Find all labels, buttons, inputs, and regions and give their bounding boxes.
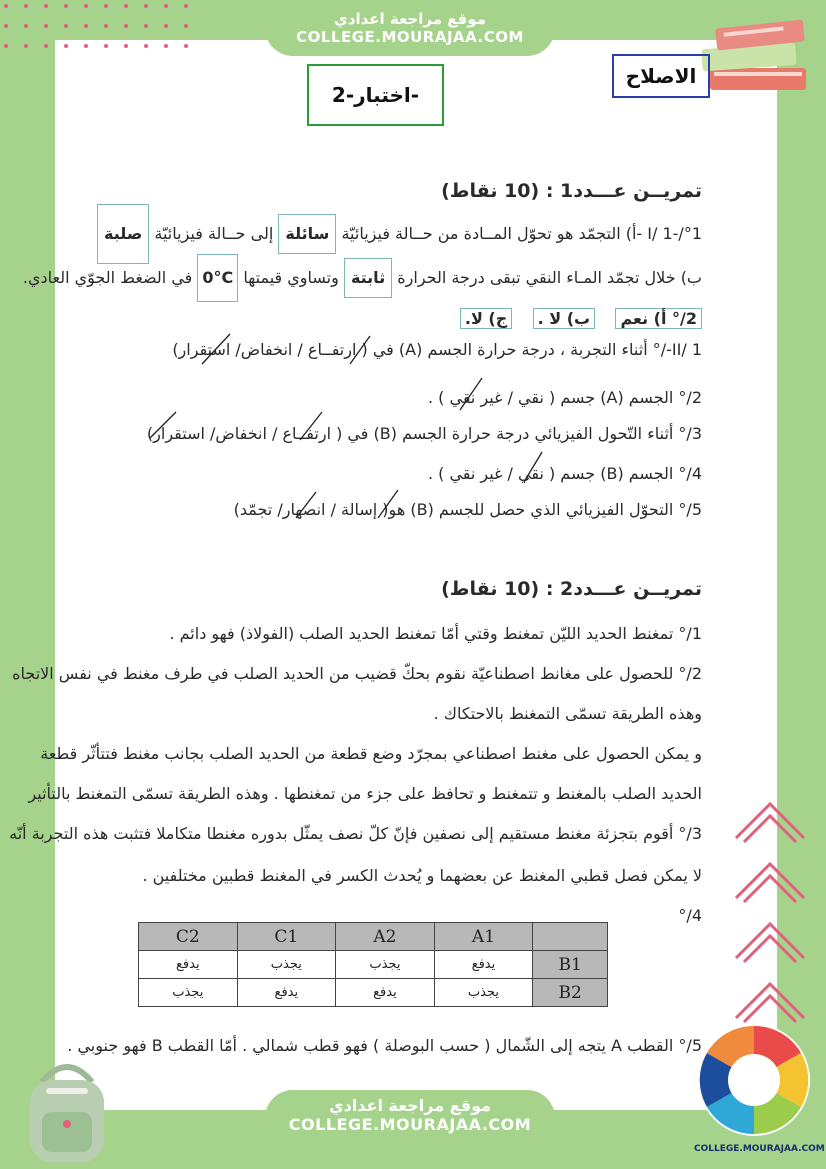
- decorative-dot: [64, 4, 68, 8]
- decorative-dot: [84, 24, 88, 28]
- col-header: A2: [336, 923, 435, 951]
- decorative-dot: [164, 44, 168, 48]
- site-name-ar: موقع مراجعة اعدادي: [334, 10, 486, 28]
- strike-marks: [130, 330, 590, 530]
- ex1-line-8: 5/° التحوّل الفيزيائي الذي حصل للجسم (B) هو( إسالة / انصهار/ تجمّد): [233, 500, 702, 519]
- ex1-line-1-mid: إلى حــالة فيزيائيّة: [154, 224, 274, 243]
- table-cell: يدفع: [139, 951, 238, 979]
- decorative-dot: [44, 4, 48, 8]
- table-cell: يدفع: [237, 979, 336, 1007]
- site-banner-bottom[interactable]: [265, 1090, 555, 1150]
- table-cell: يدفع: [336, 979, 435, 1007]
- decorative-dot: [44, 24, 48, 28]
- ex1-line-1-pre: I/ 1-/°1 -أ) التجمّد هو تحوّل المــادة من حــالة فيزيائيّة: [341, 224, 702, 243]
- site-name-ar-bottom: موقع مراجعة اعدادي: [328, 1096, 492, 1115]
- decorative-dot: [104, 44, 108, 48]
- ex2-line-7: لا يمكن فصل قطبي المغنط عن بعضهما و يُحدث الكسر في المغنط قطبين مختلفين .: [142, 866, 702, 885]
- decorative-dot: [104, 4, 108, 8]
- site-url: COLLEGE.MOURAJAA.COM: [296, 28, 524, 46]
- table-header-row: [139, 923, 608, 951]
- magnet-table: [138, 922, 608, 1008]
- decorative-dot: [4, 4, 8, 8]
- answer-b-no: ب) لا .: [533, 308, 596, 329]
- exercise1-title: تمريــن عـــدد1 : (10 نقاط): [441, 180, 702, 202]
- ex2-line-2: 2/° للحصول على مغانط اصطناعيّة نقوم بحكّ قضيب من الحديد الصلب في طرف مغنط في نفس الاتجاه: [12, 664, 702, 683]
- ex2-line-8: 4/°: [678, 906, 702, 925]
- logo-brand-text: COLLEGE.MOURAJAA.COM: [694, 1144, 825, 1154]
- decorative-dot: [24, 44, 28, 48]
- answer-yes: 2/° أ) نعم: [615, 308, 702, 329]
- col-header: C1: [237, 923, 336, 951]
- decorative-dot: [64, 24, 68, 28]
- decorative-dot: [84, 44, 88, 48]
- ex1-line-6: 3/° أثناء التّحول الفيزيائي درجة حرارة الجسم (B) في ( ارتفــاع / انخفاض/ استقرار): [146, 424, 702, 443]
- ex1-line-2-post: في الضغط الجوّي العادي.: [22, 268, 193, 287]
- decorative-dot: [144, 24, 148, 28]
- site-banner-top[interactable]: [265, 0, 555, 56]
- ex2-line-6: 3/° أقوم بتجزئة مغنط مستقيم إلى نصفين فإنّ كلّ نصف يمثّل بدوره مغنطا متكاملا فتثبت هذه التجربة أنّه: [9, 824, 702, 843]
- ex2-q5: 5/° القطب A يتجه إلى الشّمال ( حسب البوصلة ) فهو قطب شمالي . أمّا القطب B فهو جنوبي .: [67, 1036, 702, 1055]
- decorative-dot: [124, 24, 128, 28]
- decorative-dot: [164, 24, 168, 28]
- decorative-dot: [164, 4, 168, 8]
- table-cell: يجذب: [139, 979, 238, 1007]
- answer-box-constant: ثابتة: [344, 258, 392, 298]
- decorative-dot: [124, 44, 128, 48]
- decorative-dots: [4, 4, 214, 54]
- table-cell: يجذب: [434, 979, 533, 1007]
- decorative-dot: [184, 24, 188, 28]
- answer-box-temperature: 0°C: [197, 254, 238, 302]
- decorative-dot: [144, 44, 148, 48]
- table-row: [139, 979, 608, 1007]
- decorative-dot: [4, 24, 8, 28]
- row-header: B1: [533, 951, 608, 979]
- ex2-line-5: الحديد الصلب بالمغنط و تتمغنط و تحافظ على جزء من تمغنطها . وهذه الطريقة تسمّى التمغنط بالتأثير: [28, 784, 702, 803]
- decorative-dot: [184, 44, 188, 48]
- table-corner: [533, 923, 608, 951]
- decorative-dot: [24, 24, 28, 28]
- ex1-line-3: [460, 308, 702, 329]
- ex2-line-3: وهذه الطريقة تسمّى التمغنط بالاحتكاك .: [433, 704, 702, 723]
- table-cell: يجذب: [237, 951, 336, 979]
- ex1-line-2-pre: ب) خلال تجمّد المـاء النقي تبقى درجة الحرارة: [397, 268, 702, 287]
- correction-label: الاصلاح: [612, 54, 710, 98]
- decorative-dot: [144, 4, 148, 8]
- ex2-line-1: 1/° تمغنط الحديد الليّن تمغنط وقتي أمّا تمغنط الحديد الصلب (الفولاذ) فهو دائم .: [169, 624, 702, 643]
- exercise2-title: تمريــن عـــدد2 : (10 نقاط): [441, 578, 702, 600]
- table-cell: يجذب: [336, 951, 435, 979]
- decorative-dot: [124, 4, 128, 8]
- table-cell: يدفع: [434, 951, 533, 979]
- decorative-dot: [64, 44, 68, 48]
- site-url-bottom: COLLEGE.MOURAJAA.COM: [288, 1115, 532, 1134]
- backpack-icon: [12, 1052, 122, 1166]
- ex1-line-5: 2/° الجسم (A) جسم ( نقي / غير نقي ) .: [427, 388, 702, 407]
- answer-box-liquid: سائلة: [278, 214, 336, 254]
- table-row: [139, 951, 608, 979]
- answer-c-no: ج) لا.: [460, 308, 512, 329]
- col-header: A1: [434, 923, 533, 951]
- ex2-line-4: و يمكن الحصول على مغنط اصطناعي بمجرّد وضع قطعة من الحديد الصلب بجانب مغنط فتتأثّر قطعة: [40, 744, 702, 763]
- col-header: C2: [139, 923, 238, 951]
- ex1-line-7: 4/° الجسم (B) جسم ( نقي / غير نقي ) .: [427, 464, 702, 483]
- ex1-line-2-mid: وتساوي قيمتها: [243, 268, 339, 287]
- decorative-dot: [184, 4, 188, 8]
- books-icon: [700, 12, 812, 98]
- site-logo[interactable]: [694, 1020, 825, 1160]
- logo-wheel-icon: [694, 1020, 814, 1140]
- decorative-dot: [4, 44, 8, 48]
- chevron-up-icons: [730, 790, 810, 1050]
- decorative-dot: [104, 24, 108, 28]
- ex1-line-2: [23, 254, 702, 302]
- row-header: B2: [533, 979, 608, 1007]
- decorative-dot: [84, 4, 88, 8]
- ex1-line-4: II/ 1-/° أثناء التجربة ، درجة حرارة الجسم (A) في ( ارتفــاع / انخفاض/ استقرار): [172, 340, 702, 359]
- decorative-dot: [44, 44, 48, 48]
- test-title: اختبار-2-: [307, 64, 444, 126]
- answer-box-solid: صلبة: [97, 204, 149, 264]
- decorative-dot: [24, 4, 28, 8]
